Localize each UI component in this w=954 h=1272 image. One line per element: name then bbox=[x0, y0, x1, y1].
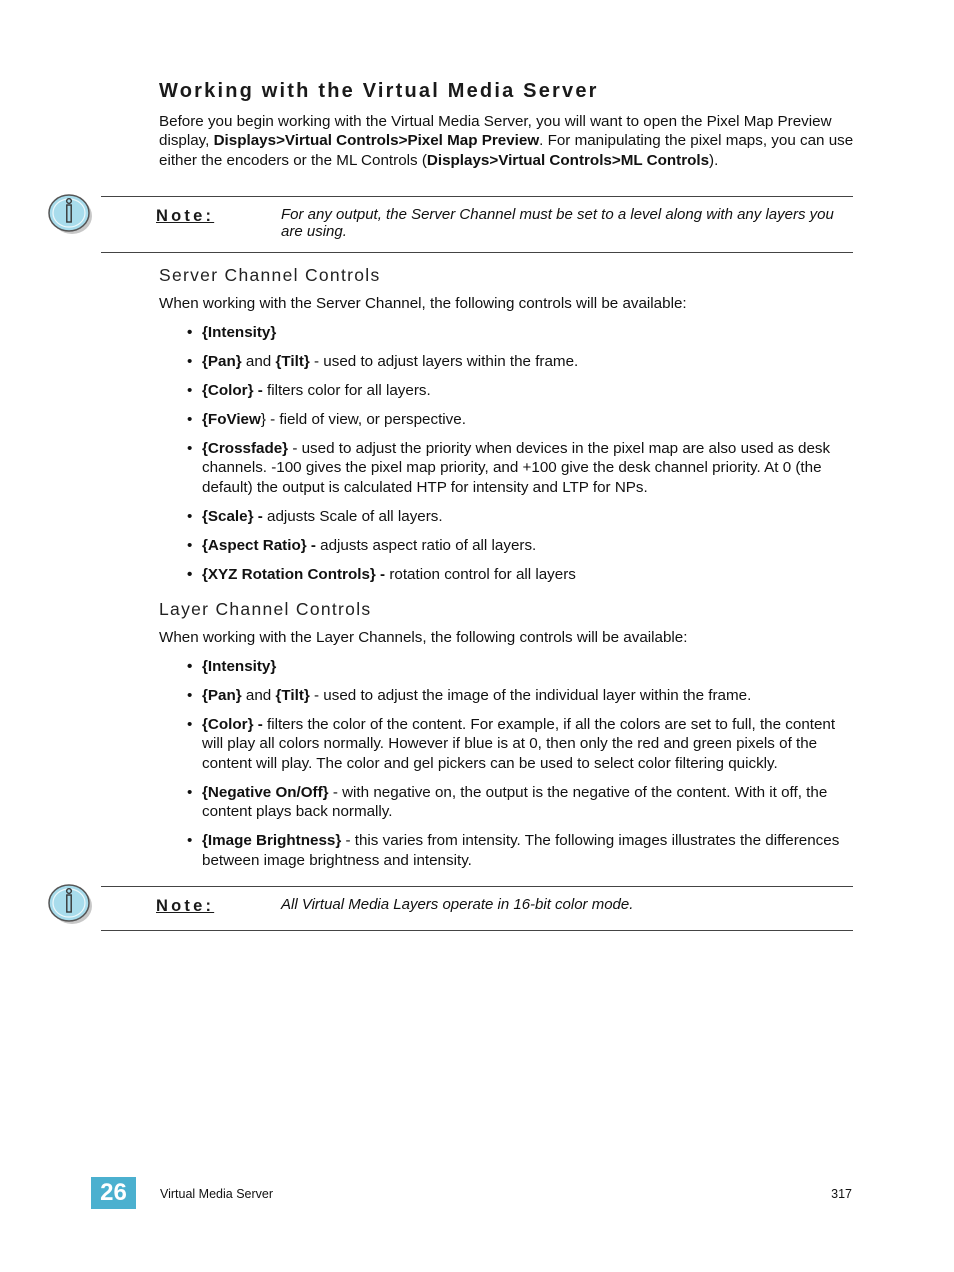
list-item bbox=[187, 536, 852, 555]
intro-text-1: Before you begin working with the Virtual Media Server, you will want to open the Pixel Map Preview display, bbox=[159, 113, 832, 150]
item-text: and bbox=[241, 353, 276, 370]
control-name: {Intensity} bbox=[202, 658, 277, 675]
item-text: - used to adjust the image of the individual layer within the frame. bbox=[309, 687, 752, 704]
item-text: - used to adjust the priority when devices in the pixel map are also used as desk channels. -100 gives the pixel map priority, and +100 give the desk channel priority. At 0 (the default) the output is calculated HTP for intensity and LTP for NPs. bbox=[202, 440, 831, 496]
list-item bbox=[187, 410, 852, 429]
item-text: - with negative on, the output is the negative of the content. With it off, the content plays back normally. bbox=[202, 783, 828, 821]
intro-menu-path-1: Displays>Virtual Controls>Pixel Map Preview bbox=[213, 132, 540, 150]
bullet: • bbox=[187, 687, 193, 704]
layer-controls-list bbox=[187, 657, 852, 870]
chapter-number-badge: 26 bbox=[91, 1177, 136, 1209]
control-name: {XYZ Rotation Controls} - bbox=[202, 565, 386, 583]
item-text: - used to adjust layers within the frame. bbox=[309, 353, 579, 370]
server-channel-heading: Server Channel Controls bbox=[159, 265, 381, 285]
bullet: • bbox=[187, 507, 193, 525]
note1-bottom-rule bbox=[101, 252, 853, 253]
control-name: {Color} - bbox=[202, 382, 263, 399]
item-text: } - field of view, or perspective. bbox=[260, 411, 466, 428]
note1-label: Note: bbox=[156, 207, 215, 225]
bullet: • bbox=[187, 411, 193, 428]
note1-text: For any output, the Server Channel must be set to a level along with any layers you are using. bbox=[281, 206, 834, 240]
control-name: {Pan} bbox=[202, 687, 242, 704]
list-item bbox=[187, 831, 852, 870]
list-item bbox=[187, 439, 852, 497]
control-name: {Crossfade} bbox=[202, 440, 289, 457]
intro-menu-path-2: Displays>Virtual Controls>ML Controls bbox=[426, 151, 710, 169]
item-text: - this varies from intensity. The following images illustrates the differences between image brightness and intensity. bbox=[202, 832, 840, 869]
control-name: {Tilt} bbox=[275, 687, 310, 704]
item-text: filters the color of the content. For example, if all the colors are set to full, the content will play all colors normally. However if blue is at 0, then only the red and green pixels of the content will play. The color and gel pickers can be used to select color filtering quickly. bbox=[202, 716, 836, 772]
bullet: • bbox=[187, 658, 193, 675]
control-name: {Intensity} bbox=[202, 324, 277, 341]
page-number: 317 bbox=[831, 1187, 852, 1201]
list-item bbox=[187, 381, 852, 400]
list-item bbox=[187, 715, 852, 773]
list-item bbox=[187, 507, 852, 526]
list-item bbox=[187, 323, 852, 342]
bullet: • bbox=[187, 536, 193, 554]
control-name: {Pan} bbox=[202, 353, 242, 370]
intro-text-3: ). bbox=[709, 151, 719, 169]
note2-label: Note: bbox=[156, 897, 215, 915]
server-controls-list bbox=[187, 323, 852, 584]
bullet: • bbox=[187, 324, 193, 341]
bullet: • bbox=[187, 832, 193, 850]
bullet: • bbox=[187, 716, 193, 733]
intro-paragraph bbox=[159, 112, 859, 170]
layer-channel-intro: When working with the Layer Channels, the following controls will be available: bbox=[159, 629, 688, 646]
list-item bbox=[187, 783, 852, 822]
info-icon bbox=[47, 190, 93, 236]
item-text: filters color for all layers. bbox=[262, 382, 431, 399]
section-title: Working with the Virtual Media Server bbox=[159, 80, 599, 102]
item-text: adjusts Scale of all layers. bbox=[262, 507, 443, 525]
server-channel-intro: When working with the Server Channel, the following controls will be available: bbox=[159, 295, 687, 312]
footer-title: Virtual Media Server bbox=[160, 1187, 274, 1201]
item-text: rotation control for all layers bbox=[385, 565, 576, 583]
note2-bottom-rule bbox=[101, 930, 853, 931]
list-item bbox=[187, 686, 852, 705]
control-name: {Color} - bbox=[202, 716, 263, 733]
bullet: • bbox=[187, 565, 193, 583]
note2-top-rule bbox=[101, 886, 853, 887]
bullet: • bbox=[187, 440, 193, 457]
note1-top-rule bbox=[101, 196, 853, 197]
control-name: {FoView bbox=[202, 411, 261, 428]
intro-text-2: . For manipulating the pixel maps, you can use either the encoders or the ML Controls ( bbox=[159, 132, 854, 169]
info-icon bbox=[47, 880, 93, 926]
bullet: • bbox=[187, 353, 193, 370]
list-item bbox=[187, 565, 852, 584]
control-name: {Scale} - bbox=[202, 507, 263, 525]
bullet: • bbox=[187, 783, 193, 801]
control-name: {Negative On/Off} bbox=[202, 783, 329, 801]
list-item bbox=[187, 657, 852, 676]
list-item bbox=[187, 352, 852, 371]
item-text: and bbox=[241, 687, 276, 704]
layer-channel-heading: Layer Channel Controls bbox=[159, 599, 372, 619]
control-name: {Tilt} bbox=[275, 353, 310, 370]
item-text: adjusts aspect ratio of all layers. bbox=[315, 536, 537, 554]
note2-text: All Virtual Media Layers operate in 16-bit color mode. bbox=[281, 896, 634, 913]
control-name: {Image Brightness} bbox=[202, 832, 342, 850]
control-name: {Aspect Ratio} - bbox=[202, 536, 316, 554]
bullet: • bbox=[187, 382, 193, 399]
